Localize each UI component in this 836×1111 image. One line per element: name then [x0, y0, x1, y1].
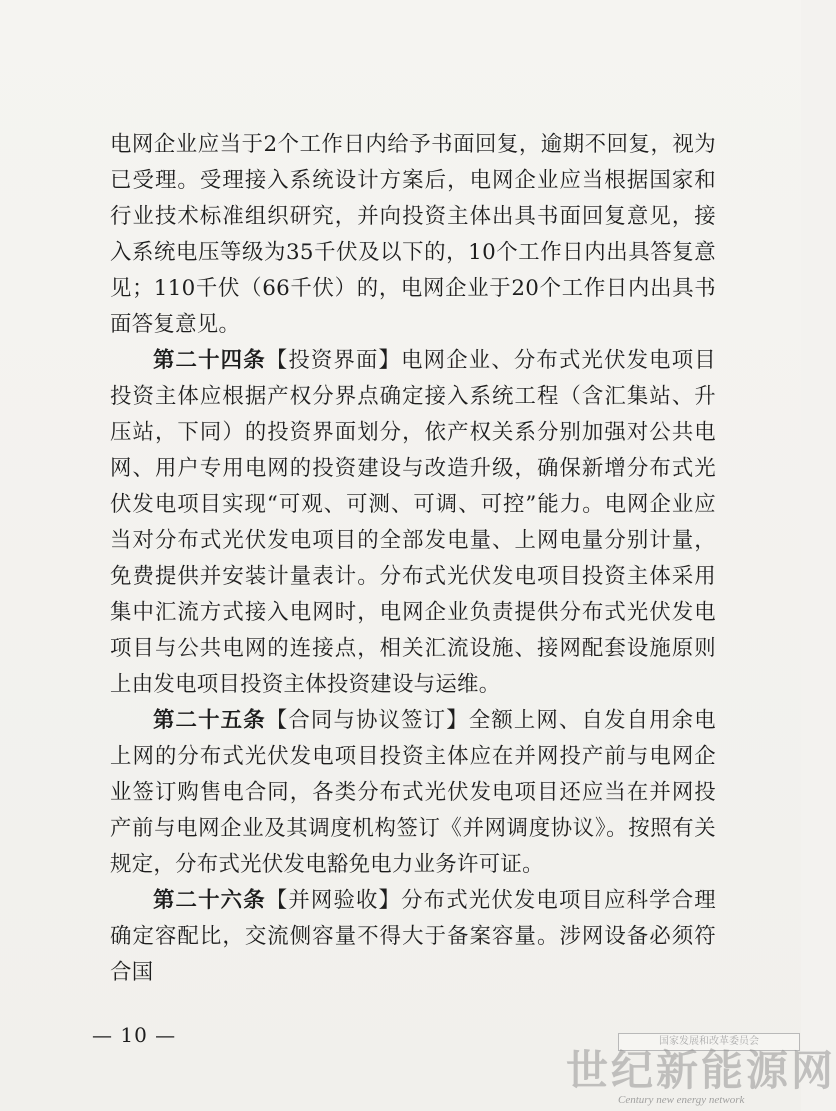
- article-number: 第二十六条: [153, 888, 266, 913]
- article-text: 【合同与协议签订】全额上网、自发自用余电上网的分布式光伏发电项目投资主体应在并网投产前与电网企业签订购售电合同，各类分布式光伏发电项目还应当在并网投产前与电网企业及其调度机构签订《并网调度协议》。按照有关规定，分布式光伏发电豁免电力业务许可证。: [110, 708, 716, 877]
- article-24: [110, 343, 716, 703]
- document-body: [110, 127, 716, 991]
- article-text: 【投资界面】电网企业、分布式光伏发电项目投资主体应根据产权分界点确定接入系统工程（含汇集站、升压站，下同）的投资界面划分，依产权关系分别加强对公共电网、用户专用电网的投资建设与改造升级，确保新增分布式光伏发电项目实现“可观、可测、可调、可控”能力。电网企业应当对分布式光伏发电项目的全部发电量、上网电量分别计量，免费提供并安装计量表计。分布式光伏发电项目投资主体采用集中汇流方式接入电网时，电网企业负责提供分布式光伏发电项目与公共电网的连接点，相关汇流设施、接网配套设施原则上由发电项目投资主体投资建设与运维。: [110, 348, 716, 697]
- article-text: 【并网验收】分布式光伏发电项目应科学合理确定容配比，交流侧容量不得大于备案容量。涉网设备必须符合国: [110, 888, 716, 985]
- watermark-box: 国家发展和改革委员会: [618, 1033, 800, 1051]
- page-number: — 10 —: [92, 1023, 177, 1047]
- paragraph-text: 电网企业应当于2个工作日内给予书面回复，逾期不回复，视为已受理。受理接入系统设计方案后，电网企业应当根据国家和行业技术标准组织研究，并向投资主体出具书面回复意见，接入系统电压等级为35千伏及以下的，10个工作日内出具答复意见；110千伏（66千伏）的，电网企业于20个工作日内出具书面答复意见。: [110, 132, 716, 337]
- paragraph-continuation: [110, 127, 716, 343]
- watermark-english: Century new energy network: [618, 1094, 745, 1106]
- article-25: [110, 703, 716, 883]
- article-number: 第二十五条: [153, 708, 266, 733]
- article-26: [110, 883, 716, 991]
- watermark-logo: 世纪新能源网: [566, 1046, 836, 1095]
- article-number: 第二十四条: [153, 348, 266, 373]
